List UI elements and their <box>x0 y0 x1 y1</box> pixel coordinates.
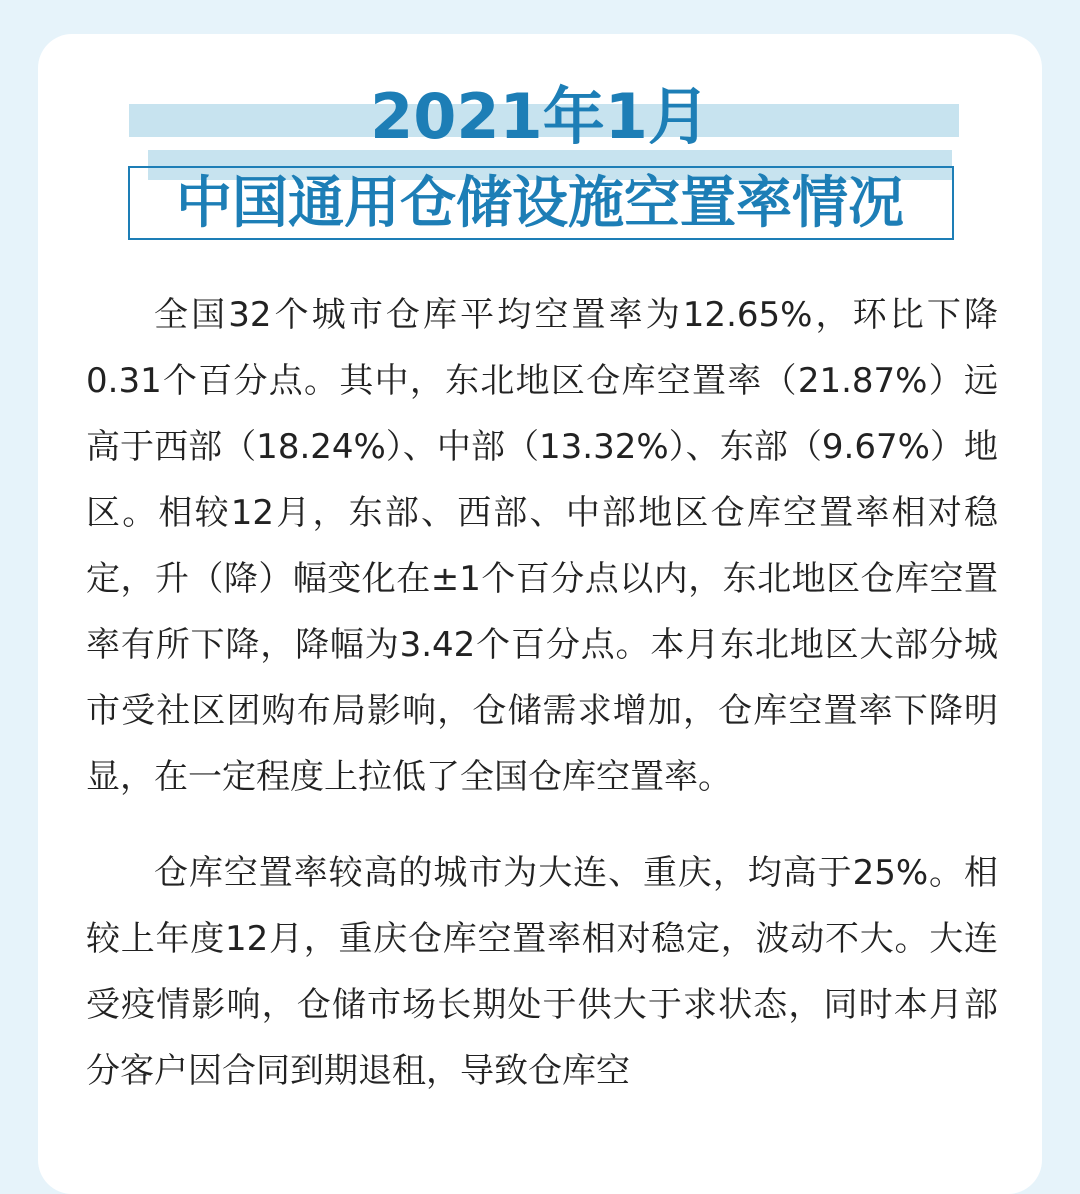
title-main: 中国通用仓储设施空置率情况 <box>176 171 904 236</box>
paragraph-1: 全国32个城市仓库平均空置率为12.65%，环比下降0.31个百分点。其中，东北地区仓库空置率（21.87%）远高于西部（18.24%）、中部（13.32%）、东部（9.67%）地区。相较12月，东部、西部、中部地区仓库空置率相对稳定，升（降）幅变化在±1个百分点以内，东北地区仓库空置率有所下降，降幅为3.42个百分点。本月东北地区大部分城市受社区团购布局影响，仓储需求增加，仓库空置率下降明显，在一定程度上拉低了全国仓库空置率。 <box>86 295 998 797</box>
article-body <box>86 282 998 1104</box>
title-date: 2021年1月 <box>370 80 710 153</box>
title-banner <box>0 0 1080 260</box>
paragraph-2: 仓库空置率较高的城市为大连、重庆，均高于25%。相较上年度12月，重庆仓库空置率相对稳定，波动不大。大连受疫情影响，仓储市场长期处于供大于求状态，同时本月部分客户因合同到期退租，导致仓库空 <box>86 853 998 1091</box>
